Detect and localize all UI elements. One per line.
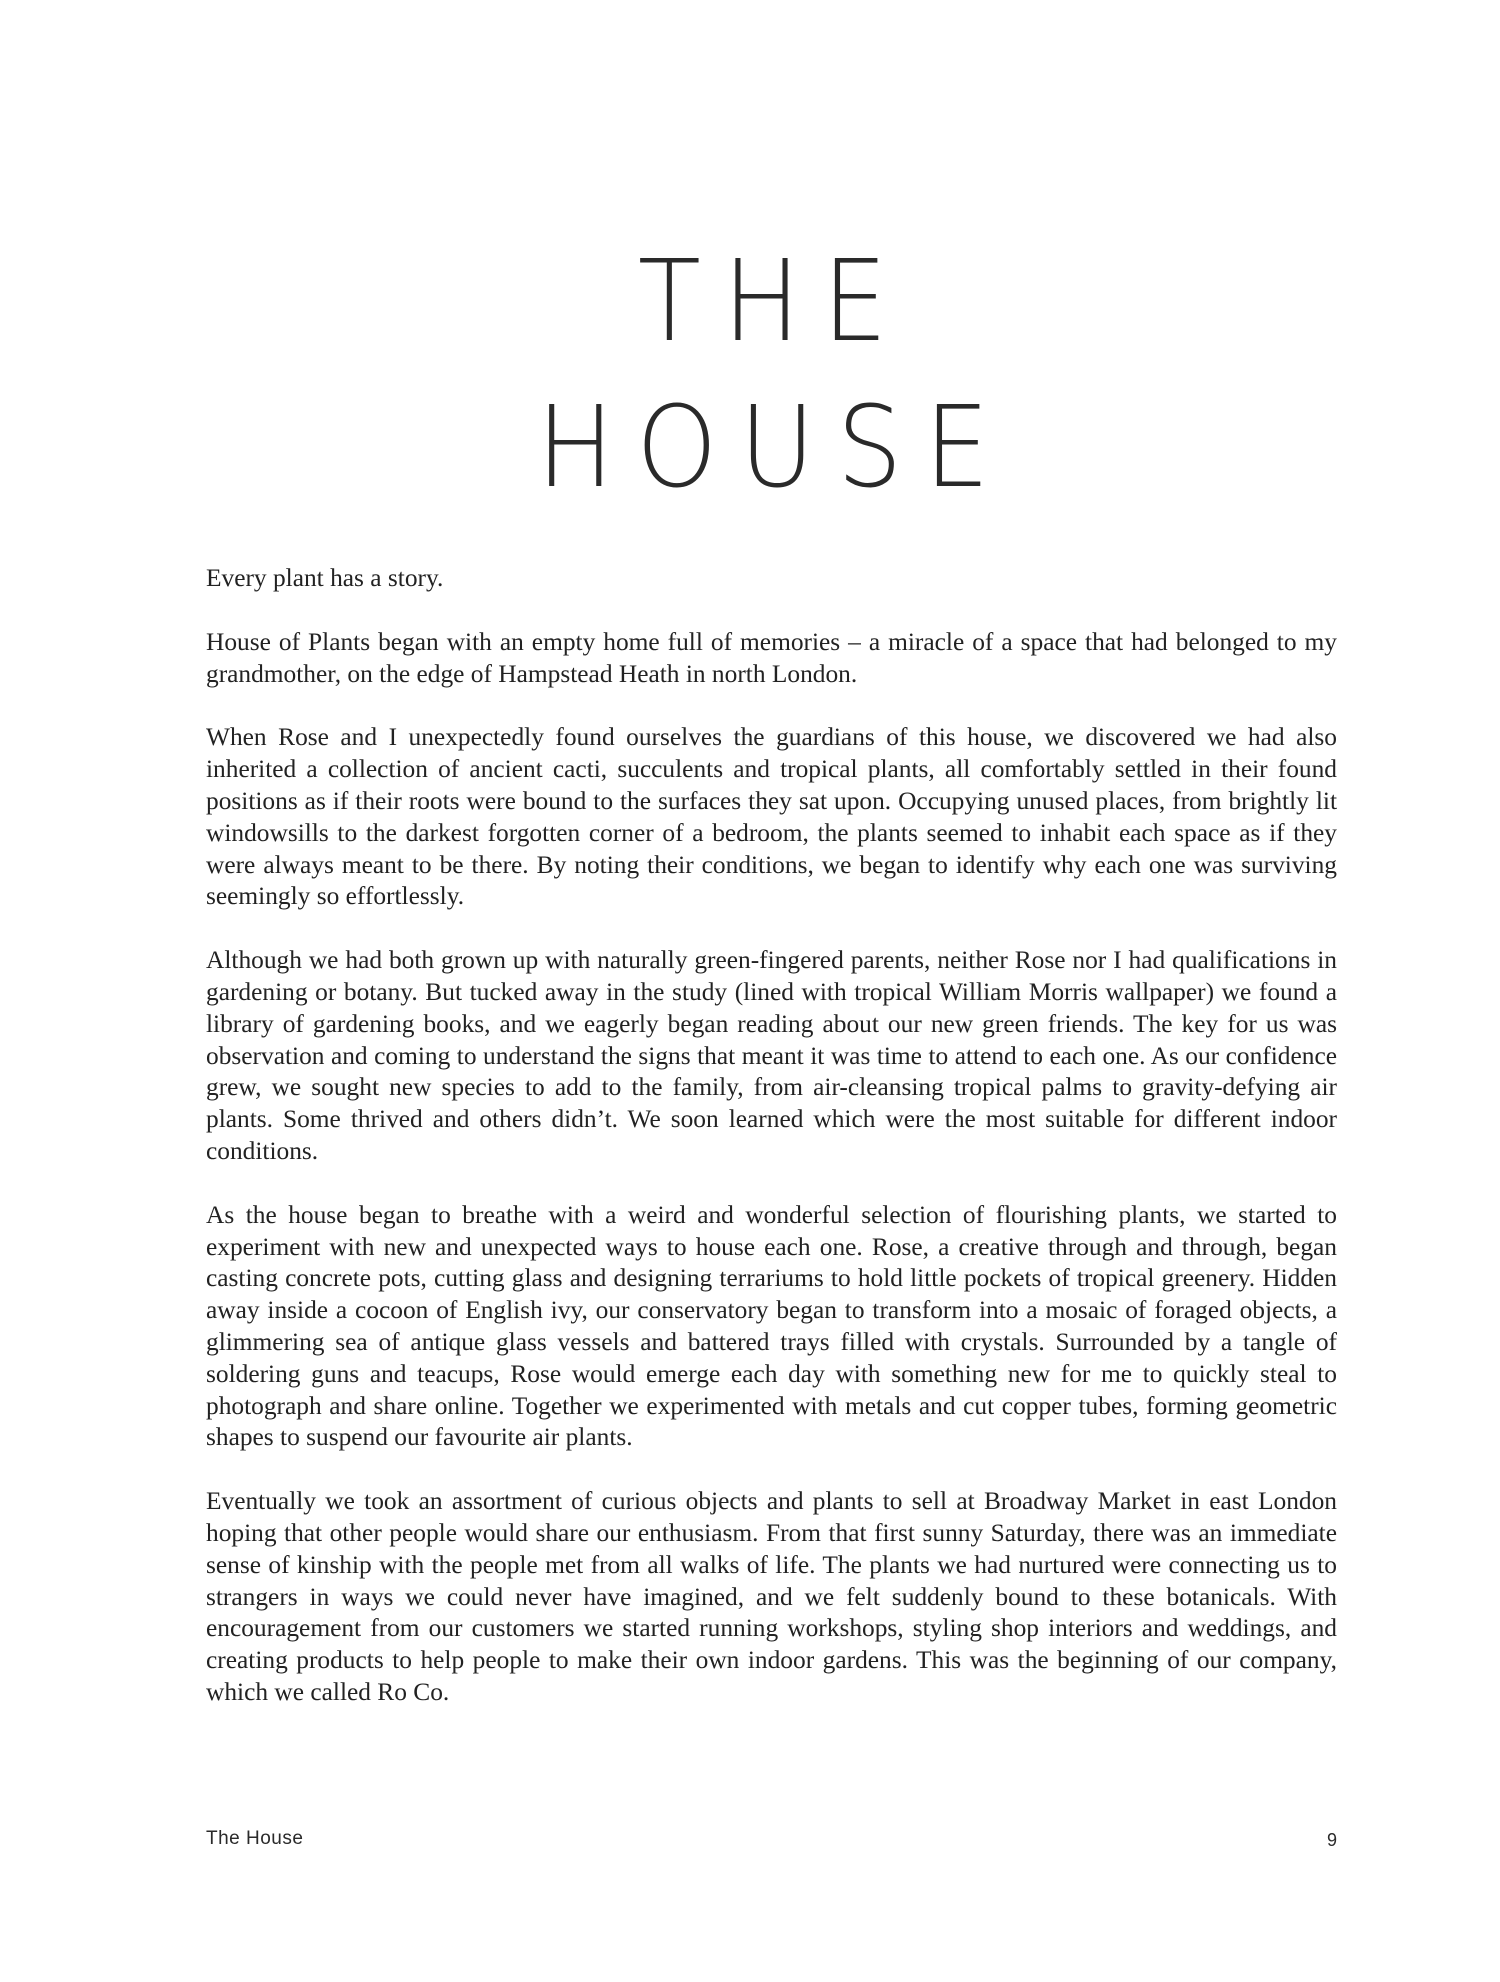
paragraph: As the house began to breathe with a weird and wonderful selection of flourishing plants, we started to experiment with new and unexpected ways to house each one. Rose, a creative through and through, began casting concrete pots, cutting glass and designing terrariums to hold little pockets of tropical greenery. Hidden away inside a cocoon of English ivy, our conservatory began to transform into a mosaic of foraged objects, a glimmering sea of antique glass vessels and battered trays filled with crystals. Surrounded by a tangle of soldering guns and teacups, Rose would emerge each day with something new for me to quickly steal to photograph and share online. Together we experimented with metals and cut copper tubes, forming geometric shapes to suspend our favourite air plants. — [206, 1200, 1337, 1452]
paragraph: House of Plants began with an empty home full of memories – a miracle of a space that had belonged to my grandmother, on the edge of Hampstead Heath in north London. — [206, 627, 1337, 688]
page-title-line-1: THE — [638, 237, 910, 367]
page-number: 9 — [1326, 1830, 1337, 1850]
paragraph: Eventually we took an assortment of curious objects and plants to sell at Broadway Market in east London hoping that other people would share our enthusiasm. From that first sunny Saturday, there was an immediate sense of kinship with the people met from all walks of life. The plants we had nurtured were connecting us to strangers in ways we could never have imagined, and we felt suddenly bound to these botanicals. With encouragement from our customers we started running workshops, styling shop interiors and weddings, and creating products to help people to make their own indoor gardens. This was the beginning of our company, which we called Ro Co. — [206, 1487, 1337, 1706]
paragraph: Although we had both grown up with naturally green-fingered parents, neither Rose nor I had qualifications in gardening or botany. But tucked away in the study (lined with tropical William Morris wallpaper) we found a library of gardening books, and we eagerly began reading about our new green friends. The key for us was observation and coming to understand the signs that meant it was time to attend to each one. As our confidence grew, we sought new species to add to the family, from air-cleansing tropical palms to gravity-defying air plants. Some thrived and others didn’t. We soon learned which were the most suitable for different indoor conditions. — [206, 946, 1337, 1165]
body-text — [206, 563, 1337, 1741]
paragraph: When Rose and I unexpectedly found ourselves the guardians of this house, we discovered we had also inherited a collection of ancient cacti, succulents and tropical plants, all comfortably settled in their found positions as if their roots were bound to the surfaces they sat upon. Occupying unused places, from brightly lit windowsills to the darkest forgotten corner of a bedroom, the plants seemed to inhabit each space as if they were always meant to be there. By noting their conditions, we began to identify why each one was surviving seemingly so effortlessly. — [206, 723, 1337, 911]
paragraph: Every plant has a story. — [206, 564, 444, 592]
page-title-line-2: HOUSE — [536, 383, 1012, 513]
running-footer: The House — [206, 1828, 304, 1849]
